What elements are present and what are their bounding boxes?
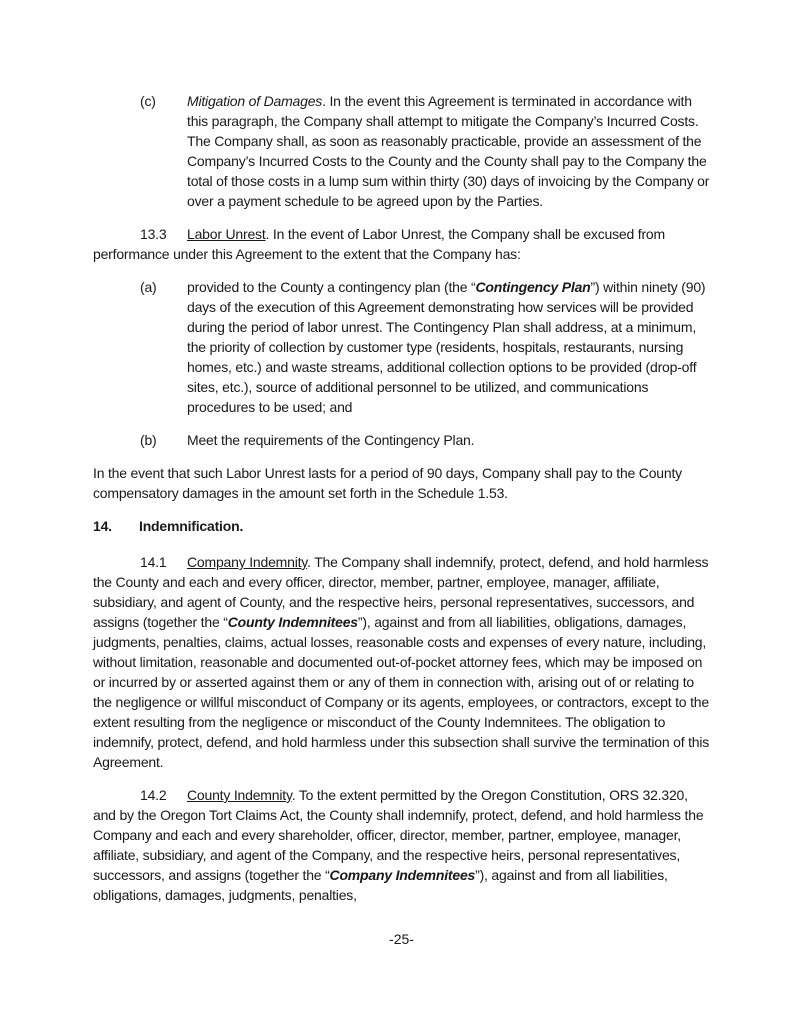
section-14-1-text	[93, 554, 709, 770]
section-14-1-number: 14.1	[140, 554, 167, 570]
section-14-1	[93, 552, 710, 772]
section-13-3-number: 13.3	[140, 226, 167, 242]
clause-a	[140, 277, 710, 417]
clause-b	[140, 430, 710, 450]
section-13-3	[93, 224, 710, 264]
section-14-heading	[93, 516, 710, 536]
section-14-number: 14.	[93, 518, 112, 534]
page-number: -25-	[389, 931, 414, 947]
text-run: County Indemnitees	[227, 614, 358, 630]
text-run: Company Indemnitees	[329, 867, 476, 883]
clause-c-text	[187, 91, 710, 211]
text-run: ”), against and from all liabilities, obligations, damages, judgments, penalties, claims, actual losses, reasonable costs and expenses of every nature, including, without limitation, reasonable and documented out-of-pocket attorney fees, which may be imposed on or incurred by or asserted against them or any of them in connection with, arising out of or relating to the negligence or willful misconduct of Company or its agents, employees, or contractors, except to the extent resulting from the negligence or misconduct of the County Indemnitees. The obligation to indemnify, protect, defend, and hold harmless under this subsection shall survive the termination of this Agreement.	[93, 614, 710, 770]
text-run: ”), against and from all liabilities, obligations, damages, judgments, penalties,	[93, 867, 668, 903]
section-14-title: Indemnification.	[139, 518, 244, 534]
text-run: In the event that such Labor Unrest lasts for a period of 90 days, Company shall pay to the County compensatory damages in the amount set forth in the Schedule 1.53.	[93, 465, 682, 501]
text-run: Labor Unrest	[187, 226, 266, 242]
section-14-2-number: 14.2	[140, 787, 167, 803]
section-14-2	[93, 785, 710, 905]
text-run: . The Company shall indemnify, protect, defend, and hold harmless the County and each and every officer, director, member, partner, employee, manager, affiliate, subsidiary, and agent of County, and the respective heirs, personal representatives, successors, and assigns (together the “	[93, 554, 709, 630]
clause-a-text	[187, 277, 710, 417]
text-run: Mitigation of Damages	[187, 93, 323, 109]
text-run: County Indemnity	[187, 787, 292, 803]
text-run: . To the extent permitted by the Oregon Constitution, ORS 32.320, and by the Oregon Tort Claims Act, the County shall indemnify, protect, defend, and hold harmless the Company and each and every shareholder, officer, director, member, partner, employee, manager, affiliate, subsidiary, and agent of the Company, and the respective heirs, personal representatives, successors, and assigns (together the “	[93, 787, 704, 883]
clause-b-text	[187, 430, 710, 450]
text-run: Company Indemnity	[187, 554, 308, 570]
labor-unrest-damages-paragraph	[93, 463, 710, 503]
clause-c-label: (c)	[140, 93, 156, 109]
text-run: . In the event of Labor Unrest, the Company shall be excused from performance under this Agreement to the extent that the Company has:	[93, 226, 665, 262]
clause-a-label: (a)	[140, 279, 157, 295]
text-run: . In the event this Agreement is terminated in accordance with this paragraph, the Company shall attempt to mitigate the Company’s Incurred Costs. The Company shall, as soon as reasonably practicable, provide an assessment of the Company’s Incurred Costs to the County and the County shall pay to the Company the total of those costs in a lump sum within thirty (30) days of invoicing by the Company or over a payment schedule to be agreed upon by the Parties.	[187, 93, 710, 209]
text-run: Contingency Plan	[475, 279, 591, 295]
text-run: ”) within ninety (90) days of the execution of this Agreement demonstrating how services will be provided during the period of labor unrest. The Contingency Plan shall address, at a minimum, the priority of collection by customer type (residents, hospitals, restaurants, nursing homes, etc.) and waste streams, additional collection options to be provided (drop-off sites, etc.), source of additional personnel to be utilized, and communications procedures to be used; and	[187, 279, 706, 415]
clause-c	[140, 91, 710, 211]
section-14-2-text	[93, 787, 703, 903]
clause-b-label: (b)	[140, 432, 157, 448]
text-run: provided to the County a contingency plan (the “	[187, 279, 476, 295]
text-run: Meet the requirements of the Contingency Plan.	[187, 432, 475, 448]
